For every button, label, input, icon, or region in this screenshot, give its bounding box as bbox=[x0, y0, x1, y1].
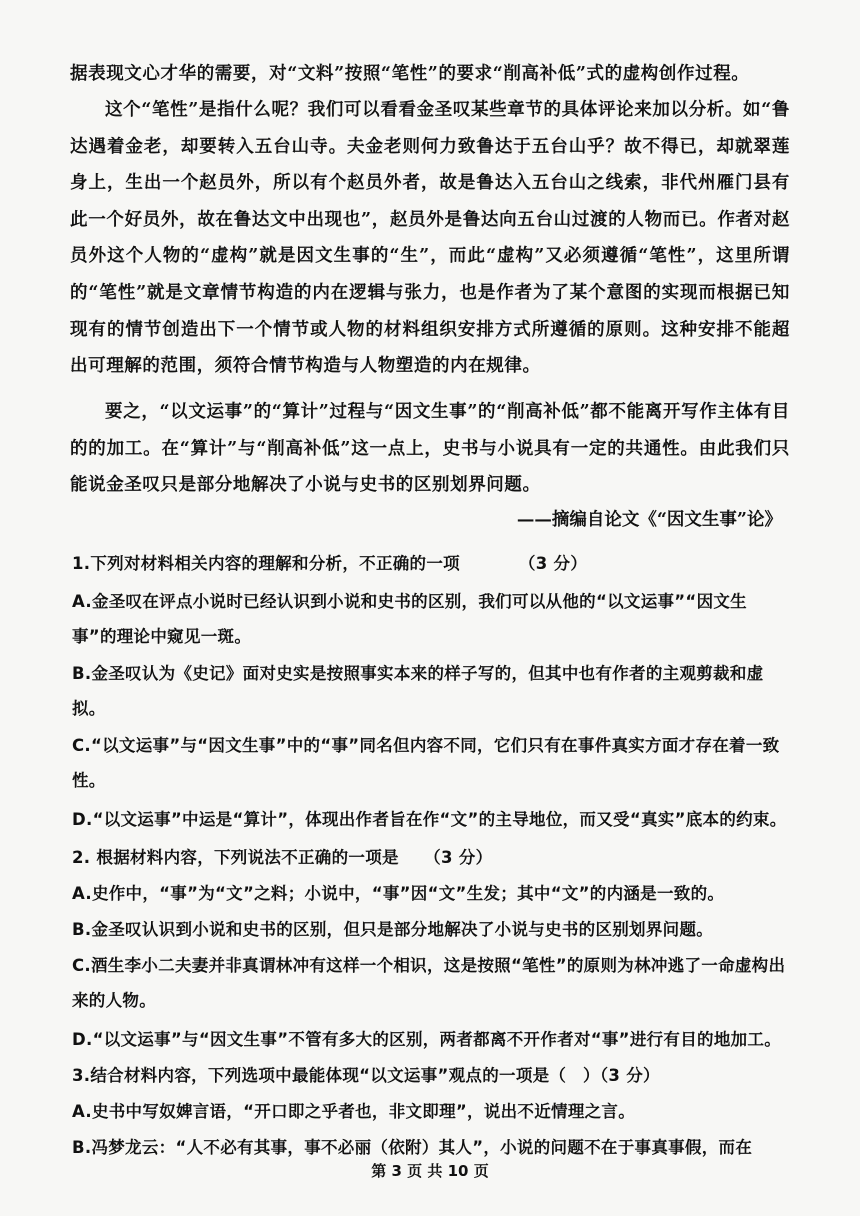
passage-paragraph-2: 这个“笔性”是指什么呢？我们可以看看金圣叹某些章节的具体评论来加以分析。如“鲁达遇着金老，却要转入五台山寺。夫金老则何力致鲁达于五台山乎？故不得已，却就翠莲身上，生出一个赵员外，所以有个赵员外者，故是鲁达入五台山之线索，非代州雁门县有此一个好员外，故在鲁达文中出现也”，赵员外是鲁达向五台山过渡的人物而已。作者对赵员外这个人物的“虚构”就是因文生事的“生”，而此“虚构”又必须遵循“笔性”，这里所谓的“笔性”就是文章情节构造的内在逻辑与张力，也是作者为了某个意图的实现而根据已知现有的情节创造出下一个情节或人物的材料组织安排方式所遵循的原则。这种安排不能超出可理解的范围，须符合情节构造与人物塑造的内在规律。 bbox=[70, 100, 790, 377]
question-3-option-b: B.冯梦龙云：“人不必有其事，事不必丽（依附）其人”，小说的问题不在于事真事假，而在 bbox=[72, 1138, 753, 1157]
question-1-option-d: D.“以文运事”中运是“算计”，体现出作者旨在作“文”的主导地位，而又受“真实”底本的约束。 bbox=[72, 810, 787, 829]
question-2-option-b: B.金圣叹认识到小说和史书的区别，但只是部分地解决了小说与史书的区别划界问题。 bbox=[72, 920, 714, 939]
question-2-option-c: C.酒生李小二夫妻并非真谓林冲有这样一个相识，这是按照“笔性”的原则为林冲逃了一命虚构出来的人物。 bbox=[72, 956, 786, 1010]
question-3-option-a: A.史书中写奴婢言语，“开口即之乎者也，非文即理”，说出不近情理之言。 bbox=[72, 1102, 636, 1121]
question-1-option-b: B.金圣叹认为《史记》面对史实是按照事实本来的样子写的，但其中也有作者的主观剪裁和虚拟。 bbox=[72, 664, 764, 718]
passage-paragraph-1: 据表现文心才华的需要，对“文料”按照“笔性”的要求“削高补低”式的虚构创作过程。 bbox=[70, 64, 750, 84]
question-2-option-d: D.“以文运事”与“因文生事”不管有多大的区别，两者都离不开作者对“事”进行有目的地加工。 bbox=[72, 1030, 782, 1049]
passage-source: ——摘编自论文《“因文生事”论》 bbox=[516, 510, 782, 530]
question-1-stem: 1.下列对材料相关内容的理解和分析，不正确的一项 （3 分） bbox=[72, 554, 588, 573]
question-1-option-c: C.“以文运事”与“因文生事”中的“事”同名但内容不同，它们只有在事件真实方面才存在着一致性。 bbox=[72, 736, 780, 790]
passage-paragraph-3: 要之，“以文运事”的“算计”过程与“因文生事”的“削高补低”都不能离开写作主体有目的的加工。在“算计”与“削高补低”这一点上，史书与小说具有一定的共通性。由此我们只能说金圣叹只是部分地解决了小说与史书的区别划界问题。 bbox=[70, 402, 790, 496]
question-3-stem: 3.结合材料内容，下列选项中最能体现“以文运事”观点的一项是（ ）（3 分） bbox=[72, 1066, 660, 1085]
page-number-footer: 第 3 页 共 10 页 bbox=[371, 1162, 489, 1180]
question-2-option-a: A.史作中，“事”为“文”之料；小说中，“事”因“文”生发；其中“文”的内涵是一致的。 bbox=[72, 884, 725, 903]
question-1-option-a: A.金圣叹在评点小说时已经认识到小说和史书的区别，我们可以从他的“以文运事”“因文生事”的理论中窥见一斑。 bbox=[72, 592, 747, 646]
question-2-stem: 2. 根据材料内容，下列说法不正确的一项是 （3 分） bbox=[72, 848, 493, 867]
